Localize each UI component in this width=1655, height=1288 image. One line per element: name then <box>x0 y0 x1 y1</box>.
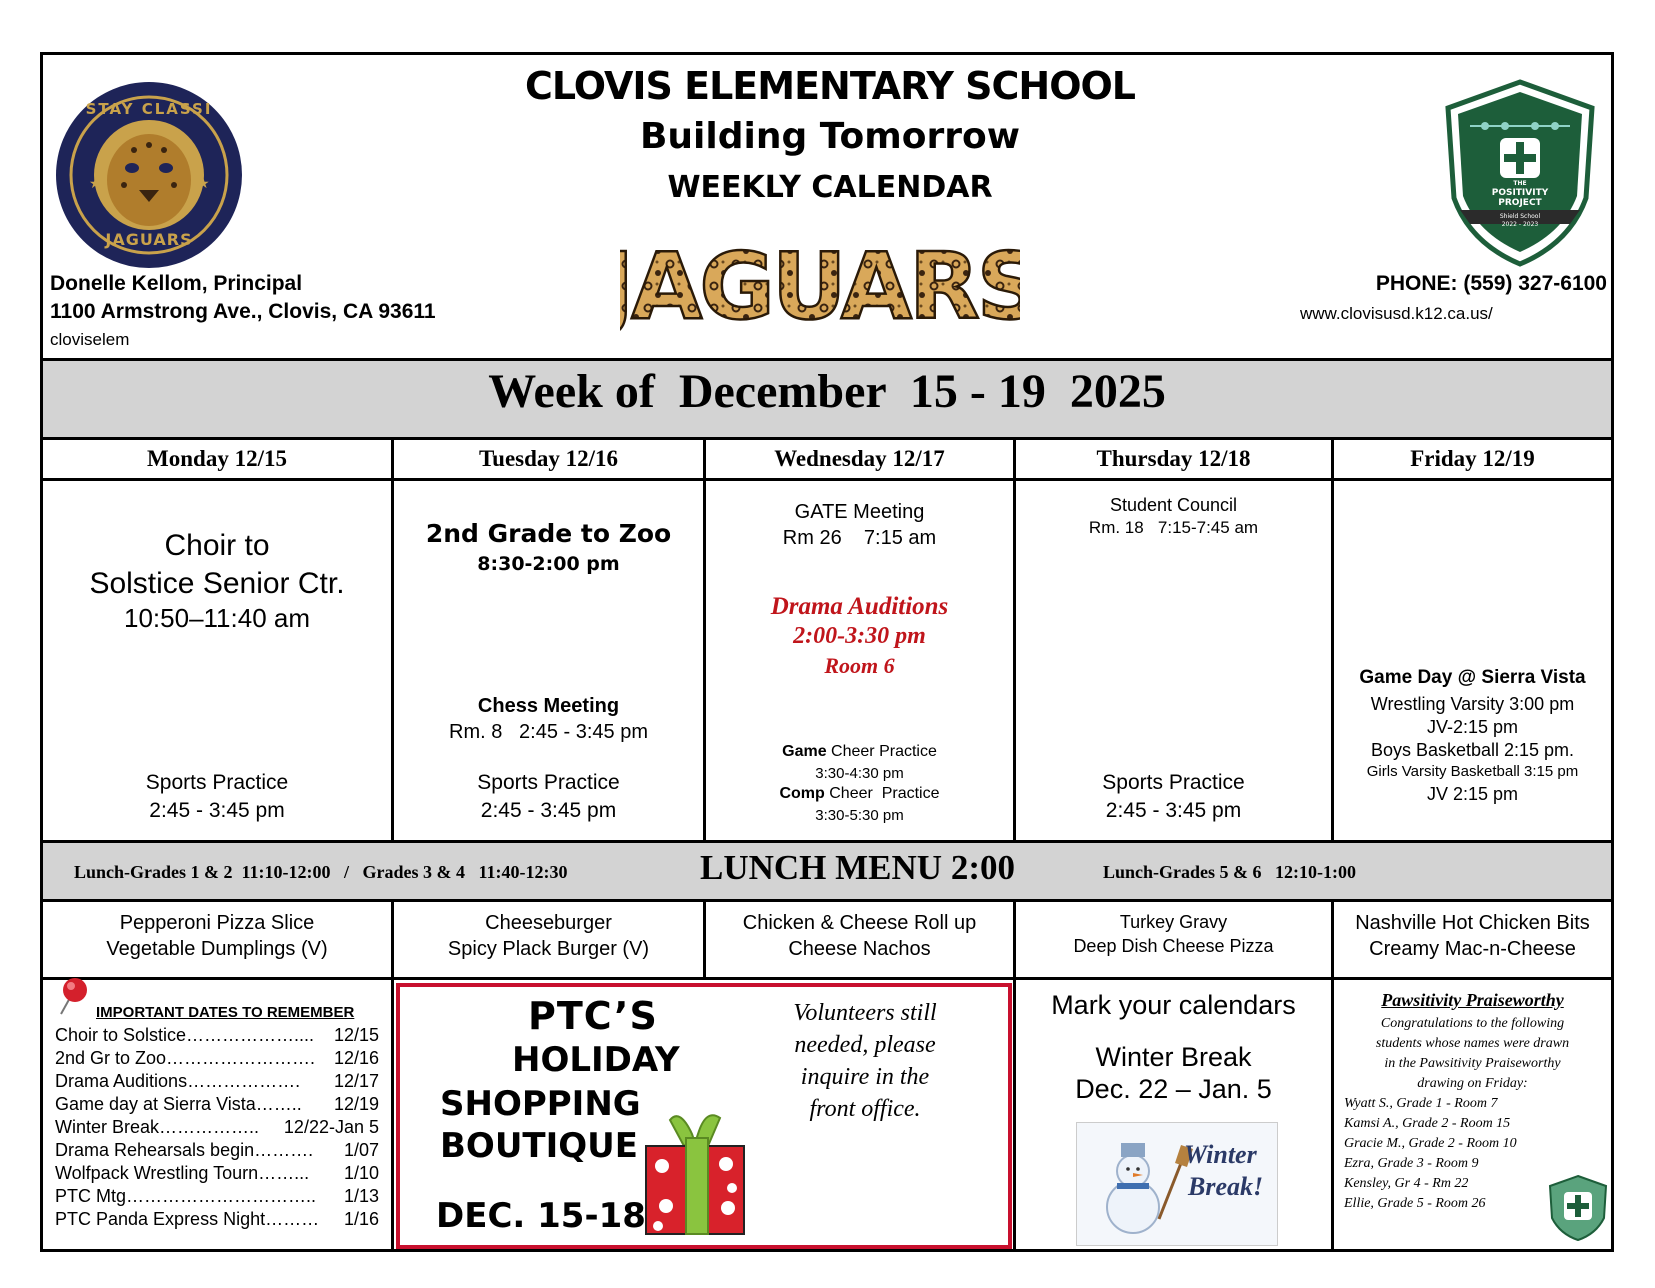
tuesday-zoo-time: 8:30-2:00 pm <box>477 553 620 575</box>
thursday-council-time: Rm. 18 7:15-7:45 am <box>1088 518 1259 537</box>
wednesday-gate-title: GATE Meeting <box>794 501 925 523</box>
lunch-thursday-item1: Turkey Gravy <box>1119 912 1228 932</box>
wednesday-comp-cheer-time: 3:30-5:30 pm <box>815 807 904 824</box>
day-cell-thursday <box>1013 478 1334 843</box>
tuesday-zoo-title: 2nd Grade to Zoo <box>425 519 672 548</box>
lunch-thursday-item2: Deep Dish Cheese Pizza <box>1073 936 1274 956</box>
wednesday-gate-time: Rm 26 7:15 am <box>782 527 937 549</box>
tuesday-chess-title: Chess Meeting <box>477 695 620 717</box>
date-item-name: Game day at Sierra Vista…….. <box>55 1094 302 1114</box>
monday-choir-line1: Choir to <box>164 529 270 562</box>
lunch-tuesday-item1: Cheeseburger <box>485 912 612 934</box>
winter-break-title: Winter Break <box>1095 1042 1252 1072</box>
lunch-cell-friday <box>1331 899 1614 980</box>
important-dates-list <box>55 1024 379 1231</box>
school-address: 1100 Armstrong Ave., Clovis, CA 93611 <box>50 300 436 323</box>
week-title: Week of December 15 - 19 2025 <box>488 365 1166 418</box>
pawsitivity-title: Pawsitivity Praiseworthy <box>1381 990 1564 1010</box>
volunteer-note-3: inquire in the <box>800 1064 930 1090</box>
volunteer-note-2: needed, please <box>794 1032 936 1058</box>
game-cheer-rest: Cheer Practice <box>826 743 937 760</box>
tuesday-sports-time: 2:45 - 3:45 pm <box>480 799 617 822</box>
lunch-cell-thursday <box>1013 899 1334 980</box>
wednesday-drama-time: 2:00-3:30 pm <box>793 623 926 649</box>
monday-choir-line3: 10:50–11:40 am <box>124 603 310 633</box>
winter-break-img-line1: Winter <box>1184 1140 1257 1169</box>
tagline-text: Building Tomorrow <box>639 116 1021 157</box>
principal-name: Donelle Kellom, Principal <box>50 272 303 295</box>
lunch-monday-item2: Vegetable Dumplings (V) <box>106 938 328 960</box>
school-handle: cloviselem <box>50 330 130 349</box>
lunch-menu-title: LUNCH MENU 2:00 <box>700 848 1015 887</box>
day-cell-tuesday <box>391 478 706 843</box>
logo-top-text: STAY CLASSI <box>85 100 213 118</box>
pawsitivity-intro-1: Congratulations to the following <box>1380 1016 1565 1031</box>
day-cell-monday <box>40 478 394 843</box>
lunch-monday-item1: Pepperoni Pizza Slice <box>119 912 315 934</box>
praiseworthy-student: Wyatt S., Grade 1 - Room 7 <box>1344 1096 1498 1111</box>
winter-break-img-line2: Break! <box>1188 1172 1264 1201</box>
day-header-monday: Monday 12/15 <box>40 437 394 481</box>
game-cheer-bold: Game <box>782 743 827 760</box>
monday-choir-line2: Solstice Senior Ctr. <box>89 567 345 600</box>
date-item-date: 12/22-Jan 5 <box>283 1117 379 1137</box>
school-tagline <box>440 116 1220 157</box>
lunch-times-right: Lunch-Grades 5 & 6 12:10-1:00 <box>1103 862 1356 882</box>
date-item-name: Wolfpack Wrestling Tourn……... <box>55 1163 310 1183</box>
date-item-name: Winter Break…………….. <box>55 1117 260 1137</box>
friday-jv-basketball: JV 2:15 pm <box>1426 784 1519 804</box>
date-item-name: Choir to Solstice……………….... <box>55 1025 315 1045</box>
lunch-tuesday-item2: Spicy Plack Burger (V) <box>447 938 650 960</box>
date-item <box>55 1185 379 1208</box>
mark-calendars-panel <box>1013 977 1334 1252</box>
date-item-date: 12/16 <box>333 1048 379 1068</box>
boutique-line3: SHOPPING <box>440 1084 641 1124</box>
volunteer-note-4: front office. <box>809 1096 921 1122</box>
date-item-name: 2nd Gr to Zoo……………………. <box>55 1048 316 1068</box>
day-cell-wednesday <box>703 478 1016 843</box>
date-item <box>55 1093 379 1116</box>
date-item <box>55 1208 379 1231</box>
pawsitivity-intro-2: students whose names were drawn <box>1375 1036 1570 1051</box>
shield-text-4: Shield School <box>1499 213 1541 220</box>
date-item <box>55 1116 379 1139</box>
date-item-date: 12/17 <box>333 1071 379 1091</box>
wednesday-drama-title: Drama Auditions <box>770 593 949 620</box>
date-item-name: Drama Auditions………………. <box>55 1071 301 1091</box>
calendar-title: WEEKLY CALENDAR <box>667 170 993 205</box>
svg-text:★: ★ <box>89 176 102 192</box>
day-header-friday: Friday 12/19 <box>1331 437 1614 481</box>
important-dates-title: IMPORTANT DATES TO REMEMBER <box>96 1004 355 1021</box>
boutique-line2: HOLIDAY <box>512 1040 680 1080</box>
jaguars-wordmark <box>620 236 1020 336</box>
positivity-shield-logo <box>1440 78 1600 268</box>
friday-boys-basketball: Boys Basketball 2:15 pm. <box>1370 740 1575 760</box>
shield-text-1: THE <box>1513 180 1527 187</box>
praiseworthy-student: Ellie, Grade 5 - Room 26 <box>1344 1196 1486 1211</box>
shield-text-3: PROJECT <box>1498 198 1542 208</box>
boutique-dates: DEC. 15-18 <box>436 1196 646 1236</box>
date-item-date: 1/07 <box>343 1140 379 1160</box>
gift-icon <box>640 1110 750 1238</box>
tuesday-chess-time: Rm. 8 2:45 - 3:45 pm <box>449 721 648 743</box>
date-item-name: Drama Rehearsals begin………. <box>55 1140 314 1160</box>
date-item-date: 1/10 <box>343 1163 379 1183</box>
date-item <box>55 1070 379 1093</box>
pushpin-icon <box>51 974 91 1020</box>
date-item-name: PTC Mtg………………………….. <box>55 1186 317 1206</box>
date-item-date: 1/16 <box>343 1209 379 1229</box>
boutique-line1: PTC’S <box>528 994 658 1038</box>
praiseworthy-student: Ezra, Grade 3 - Room 9 <box>1344 1156 1479 1171</box>
lunch-friday-item2: Creamy Mac-n-Cheese <box>1369 938 1576 960</box>
pawsitivity-panel <box>1331 977 1614 1252</box>
lunch-cell-monday <box>40 899 394 980</box>
date-item <box>55 1047 379 1070</box>
date-item-name: PTC Panda Express Night……… <box>55 1209 320 1229</box>
svg-text:★: ★ <box>197 176 210 192</box>
date-item-date: 12/19 <box>333 1094 379 1114</box>
lunch-times-left: Lunch-Grades 1 & 2 11:10-12:00 / Grades 3 & 4 11:40-12:30 <box>74 862 568 882</box>
comp-cheer-bold: Comp <box>779 785 825 802</box>
positivity-plus-icon <box>1548 1174 1608 1242</box>
school-name: CLOVIS ELEMENTARY SCHOOL <box>524 64 1136 108</box>
school-website[interactable]: www.clovisusd.k12.ca.us/ <box>1300 304 1493 323</box>
monday-sports-time: 2:45 - 3:45 pm <box>149 799 285 822</box>
tuesday-sports-title: Sports Practice <box>477 771 620 794</box>
friday-game-title: Game Day @ Sierra Vista <box>1359 667 1586 688</box>
date-item <box>55 1162 379 1185</box>
monday-sports-title: Sports Practice <box>145 771 289 794</box>
shield-text-2: POSITIVITY <box>1491 188 1549 198</box>
praiseworthy-student: Kensley, Gr 4 - Rm 22 <box>1344 1176 1469 1191</box>
lunch-wednesday-item2: Cheese Nachos <box>788 938 931 960</box>
wednesday-game-cheer-time: 3:30-4:30 pm <box>815 765 904 782</box>
pawsitivity-intro-4: drawing on Friday: <box>1417 1076 1528 1091</box>
winter-break-dates: Dec. 22 – Jan. 5 <box>1075 1074 1272 1104</box>
thursday-sports-title: Sports Practice <box>1102 771 1245 794</box>
wednesday-game-cheer <box>706 743 1013 761</box>
praiseworthy-student: Gracie M., Grade 2 - Room 10 <box>1344 1136 1517 1151</box>
date-item <box>55 1024 379 1047</box>
day-header-thursday: Thursday 12/18 <box>1013 437 1334 481</box>
jaguars-wordmark-text: JAGUARS <box>620 236 1020 336</box>
mark-calendars-title: Mark your calendars <box>1051 990 1296 1020</box>
important-dates-panel <box>40 977 394 1252</box>
praiseworthy-student: Kamsi A., Grade 2 - Room 15 <box>1344 1116 1511 1131</box>
friday-wrestling: Wrestling Varsity 3:00 pm <box>1370 694 1575 714</box>
date-item-date: 1/13 <box>343 1186 379 1206</box>
thursday-council-title: Student Council <box>1109 495 1238 515</box>
friday-girls-basketball: Girls Varsity Basketball 3:15 pm <box>1366 763 1579 780</box>
day-cell-friday <box>1331 478 1614 843</box>
shield-text-5: 2022 - 2023 <box>1501 221 1539 228</box>
lunch-cell-wednesday <box>703 899 1016 980</box>
date-item <box>55 1139 379 1162</box>
date-item-date: 12/15 <box>333 1025 379 1045</box>
volunteer-note-1: Volunteers still <box>793 1000 937 1026</box>
boutique-line4: BOUTIQUE <box>440 1126 639 1166</box>
logo-bottom-text: JAGUARS <box>105 230 193 249</box>
lunch-cell-tuesday <box>391 899 706 980</box>
comp-cheer-rest: Cheer Practice <box>824 785 940 802</box>
wednesday-comp-cheer <box>706 785 1013 803</box>
day-header-tuesday: Tuesday 12/16 <box>391 437 706 481</box>
day-header-wednesday: Wednesday 12/17 <box>703 437 1016 481</box>
pawsitivity-intro-3: in the Pawsitivity Praiseworthy <box>1384 1056 1561 1071</box>
lunch-wednesday-item1: Chicken & Cheese Roll up <box>742 912 977 934</box>
friday-wrestling-jv: JV-2:15 pm <box>1426 717 1519 737</box>
thursday-sports-time: 2:45 - 3:45 pm <box>1105 799 1242 822</box>
school-phone: PHONE: (559) 327-6100 <box>1375 272 1607 295</box>
wednesday-drama-room: Room 6 <box>824 653 895 678</box>
lunch-friday-item1: Nashville Hot Chicken Bits <box>1355 912 1590 934</box>
